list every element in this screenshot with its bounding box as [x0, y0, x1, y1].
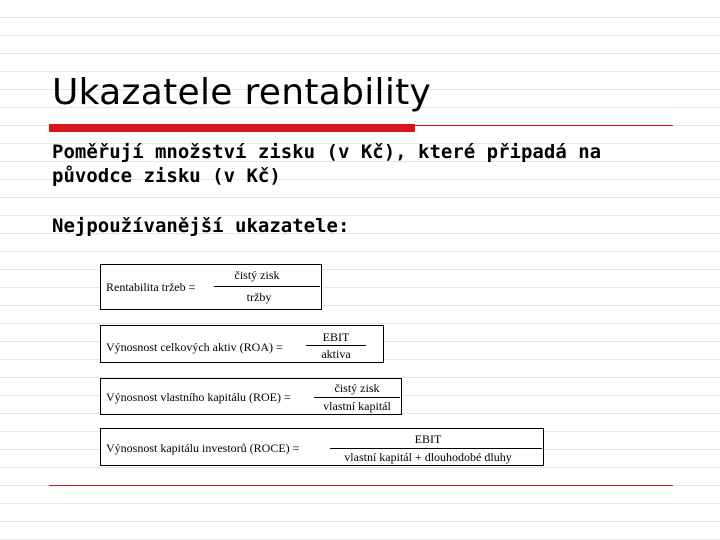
formula-numerator: EBIT: [322, 330, 350, 344]
bottom-rule: [49, 485, 673, 486]
formula-label: Výnosnost vlastního kapitálu (ROE) =: [106, 390, 291, 404]
formula-label: Rentabilita tržeb =: [106, 280, 196, 294]
formula-label: Výnosnost kapitálu investorů (ROCE) =: [106, 441, 300, 455]
formula-denominator: vlastní kapitál + dlouhodobé dluhy: [344, 450, 512, 464]
fraction-bar: [306, 345, 366, 346]
formula-denominator: vlastní kapitál: [323, 399, 391, 413]
title-underline-rule: [415, 125, 673, 126]
title-underline-accent: [49, 124, 415, 132]
slide-title: Ukazatele rentability: [52, 72, 432, 113]
formula-label: Výnosnost celkových aktiv (ROA) =: [106, 340, 283, 354]
fraction-bar: [214, 286, 320, 287]
formula-numerator: EBIT: [414, 432, 442, 446]
fraction-bar: [314, 397, 400, 398]
formula-numerator: čistý zisk: [334, 381, 380, 395]
formula-denominator: tržby: [246, 290, 272, 304]
formula-denominator: aktiva: [321, 347, 351, 361]
slide-description: Poměřují množství zisku (v Kč), které připadá na původce zisku (v Kč): [52, 141, 602, 187]
formula-numerator: čistý zisk: [234, 268, 280, 282]
fraction-bar: [330, 448, 542, 449]
slide-subheading: Nejpoužívanější ukazatele:: [52, 215, 350, 237]
